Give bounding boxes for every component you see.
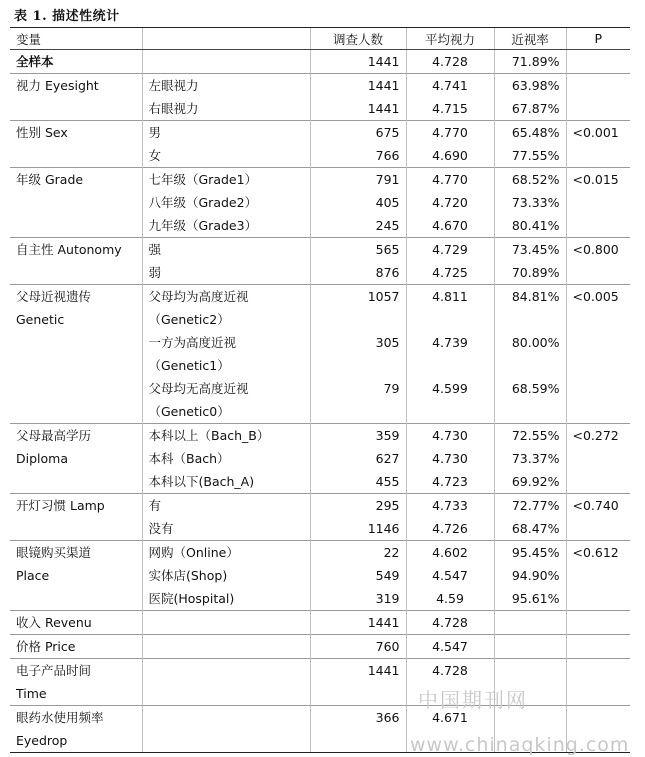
myopia-rate-cell: 73.37% xyxy=(494,447,566,470)
variable-cell: 眼镜购买渠道 xyxy=(10,541,142,565)
variable-cell xyxy=(10,400,142,424)
myopia-rate-cell: 68.47% xyxy=(494,517,566,541)
p-value-cell xyxy=(566,144,630,168)
category-cell: 本科以下(Bach_A) xyxy=(142,470,310,494)
p-value-cell xyxy=(566,261,630,285)
mean-vision-cell: 4.741 xyxy=(406,74,494,98)
table-row xyxy=(10,470,630,494)
variable-cell: 电子产品时间 xyxy=(10,659,142,683)
mean-vision-cell: 4.770 xyxy=(406,168,494,192)
respondents-cell: 22 xyxy=(310,541,406,565)
category-cell xyxy=(142,729,310,753)
myopia-rate-cell: 68.52% xyxy=(494,168,566,192)
p-value-cell xyxy=(566,706,630,730)
variable-cell: 父母最高学历 xyxy=(10,424,142,448)
mean-vision-cell: 4.725 xyxy=(406,261,494,285)
table-row xyxy=(10,517,630,541)
variable-cell: 眼药水使用频率 xyxy=(10,706,142,730)
variable-cell: 收入 Revenu xyxy=(10,611,142,635)
respondents-cell: 319 xyxy=(310,587,406,611)
table-row xyxy=(10,97,630,121)
mean-vision-cell: 4.726 xyxy=(406,517,494,541)
p-value-cell: <0.612 xyxy=(566,541,630,565)
respondents-cell: 627 xyxy=(310,447,406,470)
category-cell xyxy=(142,611,310,635)
variable-cell xyxy=(10,97,142,121)
respondents-cell xyxy=(310,354,406,377)
myopia-rate-cell: 67.87% xyxy=(494,97,566,121)
table-row xyxy=(10,74,630,98)
table-caption: 表 1. 描述性统计 xyxy=(14,9,120,24)
variable-cell xyxy=(10,191,142,214)
variable-cell: Eyedrop xyxy=(10,729,142,753)
variable-cell: Diploma xyxy=(16,451,68,466)
category-cell: 没有 xyxy=(142,517,310,541)
variable-cell: 视力 Eyesight xyxy=(10,74,142,98)
category-cell: 右眼视力 xyxy=(142,97,310,121)
respondents-cell: 791 xyxy=(310,168,406,192)
respondents-cell: 245 xyxy=(310,214,406,238)
mean-vision-cell xyxy=(406,400,494,424)
mean-vision-cell: 4.599 xyxy=(406,377,494,400)
mean-vision-cell: 4.811 xyxy=(406,285,494,309)
p-value-cell: <0.272 xyxy=(566,424,630,448)
category-cell: 七年级（Grade1） xyxy=(142,168,310,192)
mean-vision-cell: 4.602 xyxy=(406,541,494,565)
table-row xyxy=(10,261,630,285)
table-row xyxy=(10,331,630,354)
table-row xyxy=(10,659,630,683)
header-p-value: P xyxy=(566,28,630,50)
table-row xyxy=(10,144,630,168)
category-cell: （Genetic0） xyxy=(142,400,310,424)
mean-vision-cell: 4.547 xyxy=(406,635,494,659)
respondents-cell: 455 xyxy=(310,470,406,494)
table-row xyxy=(10,564,630,587)
variable-cell xyxy=(10,470,142,494)
mean-vision-cell xyxy=(406,354,494,377)
p-value-cell xyxy=(566,97,630,121)
p-value-cell xyxy=(566,635,630,659)
myopia-rate-cell: 68.59% xyxy=(494,377,566,400)
p-value-cell: <0.015 xyxy=(566,168,630,192)
respondents-cell: 565 xyxy=(310,238,406,262)
p-value-cell xyxy=(566,587,630,611)
myopia-rate-cell: 95.61% xyxy=(494,587,566,611)
table-row xyxy=(10,285,630,309)
p-value-cell: <0.800 xyxy=(566,238,630,262)
mean-vision-cell: 4.720 xyxy=(406,191,494,214)
variable-cell xyxy=(10,517,142,541)
table-row xyxy=(10,541,630,565)
respondents-cell: 295 xyxy=(310,494,406,518)
category-cell: 父母均无高度近视 xyxy=(142,377,310,400)
myopia-rate-cell: 71.89% xyxy=(494,50,566,74)
myopia-rate-cell: 69.92% xyxy=(494,470,566,494)
p-value-cell xyxy=(566,564,630,587)
variable-cell xyxy=(10,354,142,377)
table-row xyxy=(10,447,630,470)
watermark-url: www.chinaqking.com xyxy=(410,734,630,756)
category-cell: （Genetic2） xyxy=(142,308,310,331)
category-cell xyxy=(142,706,310,730)
respondents-cell: 760 xyxy=(310,635,406,659)
respondents-cell: 1441 xyxy=(310,74,406,98)
myopia-rate-cell xyxy=(494,354,566,377)
table-row xyxy=(10,611,630,635)
p-value-cell xyxy=(566,659,630,683)
table-row xyxy=(10,400,630,424)
myopia-rate-cell: 77.55% xyxy=(494,144,566,168)
p-value-cell xyxy=(566,400,630,424)
myopia-rate-cell: 95.45% xyxy=(494,541,566,565)
myopia-rate-cell: 84.81% xyxy=(494,285,566,309)
myopia-rate-cell: 73.33% xyxy=(494,191,566,214)
p-value-cell xyxy=(566,331,630,354)
p-value-cell xyxy=(566,191,630,214)
myopia-rate-cell: 80.41% xyxy=(494,214,566,238)
category-cell xyxy=(142,682,310,706)
table-row xyxy=(10,121,630,145)
variable-cell: Time xyxy=(16,686,47,701)
mean-vision-cell: 4.730 xyxy=(406,424,494,448)
myopia-rate-cell: 63.98% xyxy=(494,74,566,98)
respondents-cell: 405 xyxy=(310,191,406,214)
table-row xyxy=(10,214,630,238)
variable-cell: 自主性 Autonomy xyxy=(10,238,142,262)
p-value-cell xyxy=(566,682,630,706)
category-cell: 有 xyxy=(142,494,310,518)
respondents-cell: 1441 xyxy=(310,611,406,635)
mean-vision-cell: 4.730 xyxy=(406,447,494,470)
myopia-rate-cell: 70.89% xyxy=(494,261,566,285)
table-row xyxy=(10,308,630,331)
p-value-cell xyxy=(566,447,630,470)
category-cell: 本科（Bach） xyxy=(142,447,310,470)
variable-cell: 开灯习惯 Lamp xyxy=(10,494,142,518)
table-header-row xyxy=(10,28,630,50)
respondents-cell: 1441 xyxy=(310,97,406,121)
respondents-cell xyxy=(310,729,406,753)
p-value-cell: <0.740 xyxy=(566,494,630,518)
variable-cell: 年级 Grade xyxy=(10,168,142,192)
myopia-rate-cell: 73.45% xyxy=(494,238,566,262)
table-row xyxy=(10,494,630,518)
respondents-cell: 766 xyxy=(310,144,406,168)
variable-cell xyxy=(10,331,142,354)
table-row xyxy=(10,191,630,214)
respondents-cell: 1146 xyxy=(310,517,406,541)
descriptive-stats-table xyxy=(10,27,630,753)
category-cell: 八年级（Grade2） xyxy=(142,191,310,214)
mean-vision-cell: 4.770 xyxy=(406,121,494,145)
mean-vision-cell: 4.723 xyxy=(406,470,494,494)
p-value-cell xyxy=(566,50,630,74)
table-row xyxy=(10,682,630,706)
header-category xyxy=(142,28,310,50)
myopia-rate-cell: 94.90% xyxy=(494,564,566,587)
myopia-rate-cell: 65.48% xyxy=(494,121,566,145)
respondents-cell: 1441 xyxy=(310,50,406,74)
p-value-cell: <0.001 xyxy=(566,121,630,145)
variable-cell: 价格 Price xyxy=(10,635,142,659)
p-value-cell xyxy=(566,470,630,494)
header-respondents: 调查人数 xyxy=(310,28,406,50)
table-row xyxy=(10,424,630,448)
category-cell: 强 xyxy=(142,238,310,262)
myopia-rate-cell xyxy=(494,659,566,683)
variable-cell: 父母近视遗传 xyxy=(10,285,142,309)
table-row xyxy=(10,377,630,400)
mean-vision-cell xyxy=(406,308,494,331)
respondents-cell: 876 xyxy=(310,261,406,285)
header-variable: 变量 xyxy=(10,28,142,50)
mean-vision-cell: 4.671 xyxy=(406,706,494,730)
respondents-cell: 1441 xyxy=(310,659,406,683)
myopia-rate-cell: 72.77% xyxy=(494,494,566,518)
respondents-cell: 1057 xyxy=(310,285,406,309)
table-row xyxy=(10,50,630,74)
variable-cell: 全样本 xyxy=(16,54,54,69)
respondents-cell: 549 xyxy=(310,564,406,587)
mean-vision-cell: 4.670 xyxy=(406,214,494,238)
mean-vision-cell: 4.715 xyxy=(406,97,494,121)
respondents-cell: 366 xyxy=(310,706,406,730)
table-row xyxy=(10,168,630,192)
variable-cell xyxy=(10,144,142,168)
respondents-cell: 359 xyxy=(310,424,406,448)
variable-cell: Place xyxy=(16,568,50,583)
mean-vision-cell: 4.739 xyxy=(406,331,494,354)
variable-cell xyxy=(10,261,142,285)
respondents-cell: 305 xyxy=(310,331,406,354)
respondents-cell xyxy=(310,400,406,424)
category-cell: （Genetic1） xyxy=(142,354,310,377)
mean-vision-cell: 4.547 xyxy=(406,564,494,587)
category-cell xyxy=(142,659,310,683)
respondents-cell: 79 xyxy=(310,377,406,400)
p-value-cell: <0.005 xyxy=(566,285,630,309)
category-cell xyxy=(142,50,310,74)
p-value-cell xyxy=(566,517,630,541)
p-value-cell xyxy=(566,74,630,98)
category-cell: 本科以上（Bach_B） xyxy=(142,424,310,448)
table-row xyxy=(10,706,630,730)
variable-cell xyxy=(10,214,142,238)
table-row xyxy=(10,238,630,262)
myopia-rate-cell xyxy=(494,308,566,331)
myopia-rate-cell: 72.55% xyxy=(494,424,566,448)
mean-vision-cell: 4.733 xyxy=(406,494,494,518)
respondents-cell xyxy=(310,682,406,706)
mean-vision-cell: 4.729 xyxy=(406,238,494,262)
table-row xyxy=(10,635,630,659)
category-cell: 女 xyxy=(142,144,310,168)
myopia-rate-cell xyxy=(494,635,566,659)
header-myopia-rate: 近视率 xyxy=(494,28,566,50)
variable-cell: Genetic xyxy=(16,312,65,327)
mean-vision-cell: 4.690 xyxy=(406,144,494,168)
category-cell: 九年级（Grade3） xyxy=(142,214,310,238)
category-cell xyxy=(142,635,310,659)
category-cell: 弱 xyxy=(142,261,310,285)
category-cell: 一方为高度近视 xyxy=(142,331,310,354)
watermark-cn: 中国期刊网 xyxy=(418,688,528,712)
respondents-cell: 675 xyxy=(310,121,406,145)
category-cell: 左眼视力 xyxy=(142,74,310,98)
p-value-cell xyxy=(566,611,630,635)
p-value-cell xyxy=(566,308,630,331)
p-value-cell xyxy=(566,214,630,238)
mean-vision-cell: 4.728 xyxy=(406,659,494,683)
myopia-rate-cell xyxy=(494,400,566,424)
mean-vision-cell: 4.59 xyxy=(406,587,494,611)
variable-cell: 性别 Sex xyxy=(10,121,142,145)
category-cell: 父母均为高度近视 xyxy=(142,285,310,309)
p-value-cell xyxy=(566,354,630,377)
category-cell: 实体店(Shop) xyxy=(142,564,310,587)
category-cell: 网购（Online） xyxy=(142,541,310,565)
variable-cell xyxy=(10,587,142,611)
variable-cell xyxy=(10,377,142,400)
myopia-rate-cell xyxy=(494,611,566,635)
category-cell: 医院(Hospital) xyxy=(142,587,310,611)
header-mean-vision: 平均视力 xyxy=(406,28,494,50)
respondents-cell xyxy=(310,308,406,331)
myopia-rate-cell: 80.00% xyxy=(494,331,566,354)
mean-vision-cell: 4.728 xyxy=(406,50,494,74)
table-row xyxy=(10,354,630,377)
mean-vision-cell: 4.728 xyxy=(406,611,494,635)
table-row xyxy=(10,587,630,611)
category-cell: 男 xyxy=(142,121,310,145)
p-value-cell xyxy=(566,377,630,400)
